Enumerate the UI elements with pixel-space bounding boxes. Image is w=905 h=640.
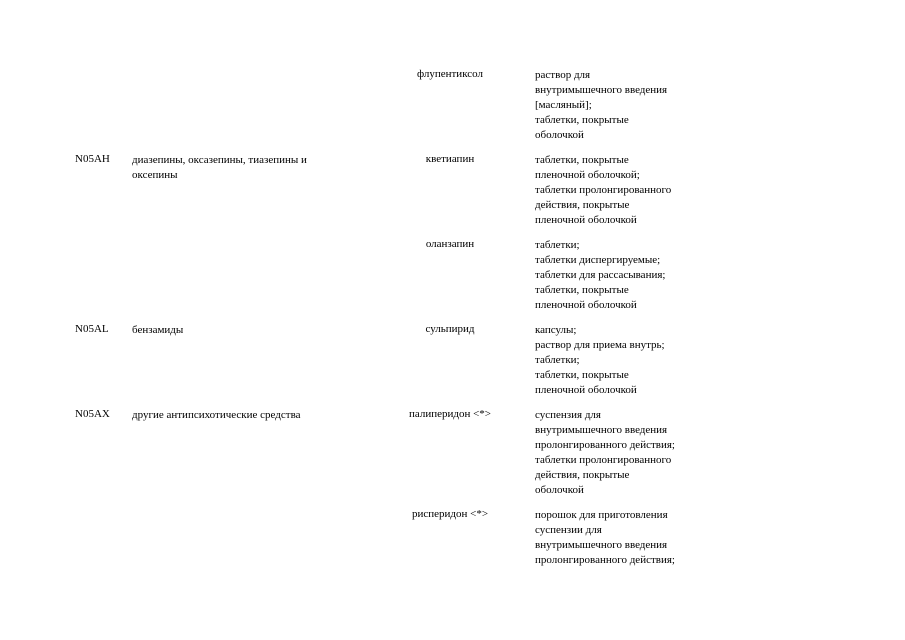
group-name	[132, 153, 362, 183]
dosage-form-line: пролонгированного действия;	[535, 439, 675, 451]
dosage-form-line: таблетки, покрытые	[535, 369, 629, 381]
drug-name: кветиапин	[425, 153, 475, 165]
group-name	[132, 323, 362, 338]
dosage-form-line: внутримышечного введения	[535, 424, 668, 436]
group-name-line: оксепины	[132, 169, 178, 181]
dosage-form-line: пленочной оболочкой	[535, 384, 637, 396]
dosage-forms	[535, 323, 735, 398]
dosage-form-line: таблетки пролонгированного	[535, 184, 672, 196]
dosage-form-line: порошок для приготовления	[535, 509, 668, 521]
dosage-forms	[535, 508, 735, 568]
drug-name: флупентиксол	[417, 68, 483, 80]
dosage-form-line: таблетки, покрытые	[535, 114, 629, 126]
dosage-form-line: внутримышечного введения	[535, 84, 668, 96]
drug-name: палиперидон <*>	[408, 408, 492, 420]
atc-code: N05AH	[75, 153, 110, 165]
dosage-form-line: оболочкой	[535, 129, 584, 141]
dosage-forms	[535, 408, 735, 498]
dosage-form-line: суспензии для	[535, 524, 602, 536]
dosage-form-line: действия, покрытые	[535, 199, 630, 211]
dosage-forms	[535, 68, 735, 143]
dosage-form-line: пролонгированного действия;	[535, 554, 675, 566]
dosage-form-line: раствор для	[535, 69, 591, 81]
dosage-form-line: внутримышечного введения	[535, 539, 668, 551]
dosage-form-line: пленочной оболочкой	[535, 214, 637, 226]
dosage-form-line: таблетки для рассасывания;	[535, 269, 666, 281]
dosage-form-line: капсулы;	[535, 324, 577, 336]
atc-code: N05AX	[75, 408, 110, 420]
dosage-form-line: [масляный];	[535, 99, 592, 111]
dosage-form-line: суспензия для	[535, 409, 601, 421]
dosage-form-line: таблетки пролонгированного	[535, 454, 672, 466]
group-name-line: диазепины, оксазепины, тиазепины и	[132, 154, 307, 166]
drug-name: рисперидон <*>	[411, 508, 489, 520]
dosage-form-line: действия, покрытые	[535, 469, 630, 481]
atc-code: N05AL	[75, 323, 109, 335]
dosage-forms	[535, 238, 735, 313]
group-name-line: бензамиды	[132, 324, 184, 336]
group-name-line: другие антипсихотические средства	[132, 409, 301, 421]
dosage-form-line: оболочкой	[535, 484, 584, 496]
dosage-form-line: таблетки;	[535, 239, 580, 251]
dosage-form-line: таблетки, покрытые	[535, 284, 629, 296]
dosage-form-line: таблетки диспергируемые;	[535, 254, 661, 266]
dosage-form-line: пленочной оболочкой;	[535, 169, 640, 181]
drug-name: сульпирид	[425, 323, 475, 335]
dosage-form-line: пленочной оболочкой	[535, 299, 637, 311]
group-name	[132, 408, 362, 423]
dosage-form-line: таблетки;	[535, 354, 580, 366]
dosage-forms	[535, 153, 735, 228]
dosage-form-line: таблетки, покрытые	[535, 154, 629, 166]
dosage-form-line: раствор для приема внутрь;	[535, 339, 665, 351]
drug-name: оланзапин	[425, 238, 475, 250]
